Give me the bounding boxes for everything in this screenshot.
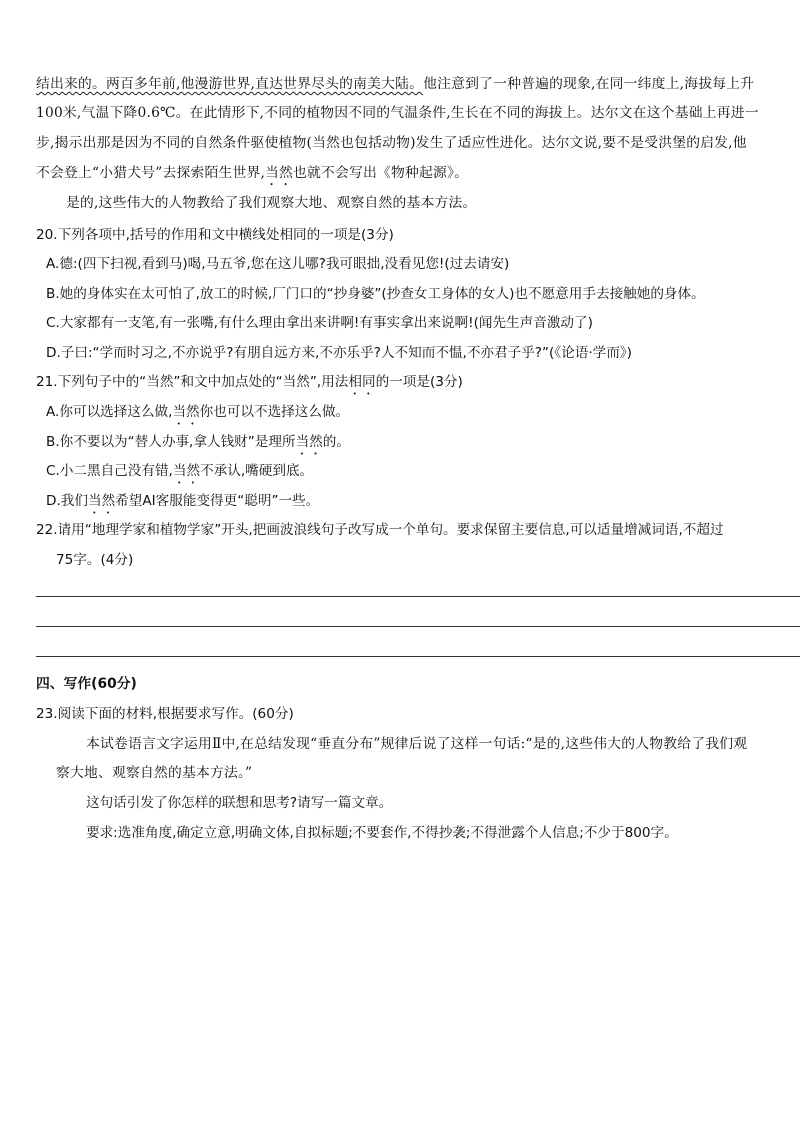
q21-c-dotted: 当然 xyxy=(172,463,201,479)
q21-d-post: 希望AI客服能变得更“聪明”一些。 xyxy=(115,493,320,509)
q23-material-line-1: 本试卷语言文字运用Ⅱ中,在总结发现“垂直分布”规律后说了这样一句话:“是的,这些伟大的人物教给了我们观 xyxy=(86,736,748,752)
answer-line-3[interactable] xyxy=(36,656,800,657)
q21-c-post: 不承认,嘴硬到底。 xyxy=(200,463,314,479)
q20-option-c: C.大家都有一支笔,有一张嘴,有什么理由拿出来讲啊!有事实拿出来说啊!(闻先生声音激动了) xyxy=(46,315,593,331)
q20-option-d: D.子曰:“学而时习之,不亦说乎?有朋自远方来,不亦乐乎?人不知而不愠,不亦君子乎?”(《论语·学而》) xyxy=(46,345,632,361)
section-4-heading: 四、写作(60分) xyxy=(36,676,137,692)
q21-a-post: 你也可以不选择这么做。 xyxy=(199,404,350,420)
q21-d-dotted: 当然 xyxy=(87,493,116,509)
answer-line-1[interactable] xyxy=(36,596,800,597)
passage-line-4-pre: 不会登上“小猎犬号”去探索陌生世界, xyxy=(36,165,266,181)
q21-stem-pre: 21.下列句子中的“当然”和文中加点处的“当然”,用法 xyxy=(36,374,349,390)
q21-option-c xyxy=(46,460,800,484)
q21-a-pre: A.你可以选择这么做, xyxy=(46,404,173,420)
passage-line-1-rest: 他注意到了一种普遍的现象,在同一纬度上,海拔每上升 xyxy=(423,76,755,92)
q21-option-b xyxy=(46,431,800,455)
q21-option-d xyxy=(46,490,800,514)
q21-d-pre: D.我们 xyxy=(46,493,88,509)
q21-c-pre: C.小二黑自己没有错, xyxy=(46,463,173,479)
dotted-dangran: 当然 xyxy=(265,165,294,181)
passage-line-2: 100米,气温下降0.6℃。在此情形下,不同的植物因不同的气温条件,生长在不同的海拔上。达尔文在这个基础上再进一 xyxy=(36,105,759,121)
q21-stem-dotted: 相同 xyxy=(348,374,376,390)
q21-option-a xyxy=(46,401,800,425)
wavy-underlined-sentence: 结出来的。两百多年前,他漫游世界,直达世界尽头的南美大陆。 xyxy=(36,76,424,92)
q21-stem xyxy=(36,371,800,395)
q21-b-pre: B.你不要以为“替人办事,拿人钱财”是理所 xyxy=(46,434,296,450)
q23-requirements: 要求:选准角度,确定立意,明确文体,自拟标题;不要套作,不得抄袭;不得泄露个人信息;不少于800字。 xyxy=(86,825,678,841)
q22-stem-cont: 75字。(4分) xyxy=(56,552,134,568)
q23-material-line-2: 察大地、观察自然的基本方法。” xyxy=(56,765,253,781)
q21-stem-post: 的一项是(3分) xyxy=(375,374,463,390)
q21-b-dotted: 当然 xyxy=(295,434,323,450)
passage-line-4-post: 也就不会写出《物种起源》。 xyxy=(293,165,469,181)
q20-option-a: A.德:(四下扫视,看到马)喝,马五爷,您在这儿哪?我可眼拙,没看见您!(过去请安) xyxy=(46,256,510,272)
passage-line-5: 是的,这些伟大的人物教给了我们观察大地、观察自然的基本方法。 xyxy=(66,195,477,211)
q20-option-b: B.她的身体实在太可怕了,放工的时候,厂门口的“抄身婆”(抄查女工身体的女人)也不愿意用手去接触她的身体。 xyxy=(46,286,705,302)
q21-b-post: 的。 xyxy=(322,434,350,450)
answer-line-2[interactable] xyxy=(36,626,800,627)
passage-line-3: 步,揭示出那是因为不同的自然条件驱使植物(当然也包括动物)发生了适应性进化。达尔文说,要不是受洪堡的启发,他 xyxy=(36,135,747,151)
q20-stem: 20.下列各项中,括号的作用和文中横线处相同的一项是(3分) xyxy=(36,227,394,243)
q23-stem: 23.阅读下面的材料,根据要求写作。(60分) xyxy=(36,706,294,722)
passage-line-4 xyxy=(36,162,800,186)
passage-line-1 xyxy=(36,73,800,97)
q22-stem: 22.请用“地理学家和植物学家”开头,把画波浪线句子改写成一个单句。要求保留主要信息,可以适量增减词语,不超过 xyxy=(36,522,724,538)
q21-a-dotted: 当然 xyxy=(172,404,200,420)
q23-prompt: 这句话引发了你怎样的联想和思考?请写一篇文章。 xyxy=(86,795,393,811)
